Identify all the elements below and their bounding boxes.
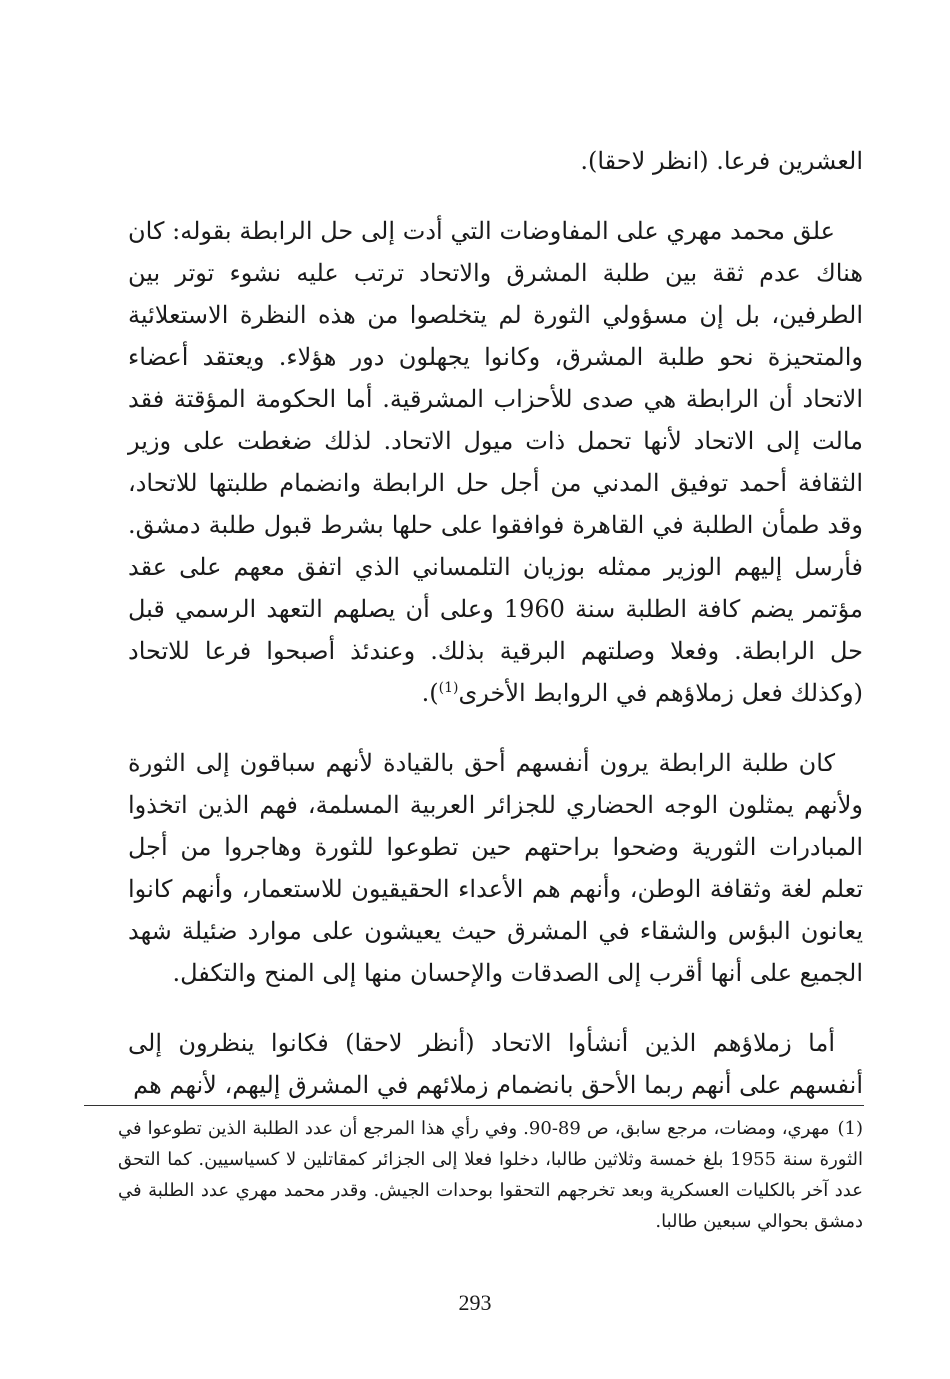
paragraph-continuation	[128, 140, 863, 182]
paragraph-1-end: ).	[421, 679, 439, 707]
paragraph-gap	[128, 994, 863, 1022]
paragraph-3-text: أما زملاؤهم الذين أنشأوا الاتحاد (أنظر لاحقا) فكانوا ينظرون إلى أنفسهم على أنهم ربما الأحق بانضمام زملائهم في المشرق إليهم، لأنهم هم	[128, 1029, 863, 1099]
page-number: 293	[458, 1290, 492, 1315]
footnote	[118, 1113, 863, 1237]
paragraph-3	[128, 1022, 863, 1106]
paragraph-gap	[128, 182, 863, 210]
paragraph-1	[128, 210, 863, 714]
footnote-text: مهري، ومضات، مرجع سابق، ص 89-90. وفي رأي هذا المرجع أن عدد الطلبة الذين تطوعوا في الثورة سنة 1955 بلغ خمسة وثلاثين طالبا، دخلوا فعلا إلى الجزائر كمقاتلين لا كسياسيين. كما التحق عدد آخر بالكليات العسكرية وبعد تخرجهم التحقوا بوحدات الجيش. وقدر محمد مهري عدد الطلبة في دمشق بحوالي سبعين طالبا.	[118, 1118, 864, 1232]
footnote-paragraph	[118, 1113, 863, 1237]
paragraph-2-text: كان طلبة الرابطة يرون أنفسهم أحق بالقيادة لأنهم سباقون إلى الثورة ولأنهم يمثلون الوجه الحضاري للجزائر العربية المسلمة، فهم الذين اتخذوا المبادرات الثورية وضحوا براحتهم حين تطوعوا للثورة وهاجروا من أجل تعلم لغة وثقافة الوطن، وأنهم هم الأعداء الحقيقيون للاستعمار، وأنهم كانوا يعانون البؤس والشقاء في المشرق حيث يعيشون على موارد ضئيلة شهد الجميع على أنها أقرب إلى الصدقات والإحسان منها إلى المنح والتكفل.	[128, 749, 863, 987]
paragraph-gap	[128, 714, 863, 742]
footnote-number: (1)	[837, 1118, 864, 1139]
paragraph-1-text: علق محمد مهري على المفاوضات التي أدت إلى حل الرابطة بقوله: كان هناك عدم ثقة بين طلبة المشرق والاتحاد ترتب عليه نشوء توتر بين الطرفين، بل إن مسؤولي الثورة لم يتخلصوا من هذه النظرة الاستعلائية والمتحيزة نحو طلبة المشرق، وكانوا يجهلون دور هؤلاء. ويعتقد أعضاء الاتحاد أن الرابطة هي صدى للأحزاب المشرقية. أما الحكومة المؤقتة فقد مالت إلى الاتحاد لأنها تحمل ذات ميول الاتحاد. لذلك ضغطت على وزير الثقافة أحمد توفيق المدني من أجل حل الرابطة وانضمام طلبتها للاتحاد، وقد طمأن الطلبة في القاهرة فوافقوا على حلها بشرط قبول طلبة دمشق. فأرسل إليهم الوزير ممثله بوزيان التلمساني الذي اتفق معهم على عقد مؤتمر يضم كافة الطلبة سنة 1960 وعلى أن يصلهم التعهد الرسمي قبل حل الرابطة. وفعلا وصلتهم البرقية بذلك. وعندئذ أصبحوا فرعا للاتحاد (وكذلك فعل زملاؤهم في الروابط الأخرى	[128, 217, 863, 707]
footnote-divider	[84, 1105, 864, 1106]
main-text	[128, 140, 863, 1106]
paragraph-2	[128, 742, 863, 994]
paragraph-0-text: العشرين فرعا. (انظر لاحقا).	[580, 147, 863, 175]
footnote-reference: (1)	[438, 680, 459, 696]
